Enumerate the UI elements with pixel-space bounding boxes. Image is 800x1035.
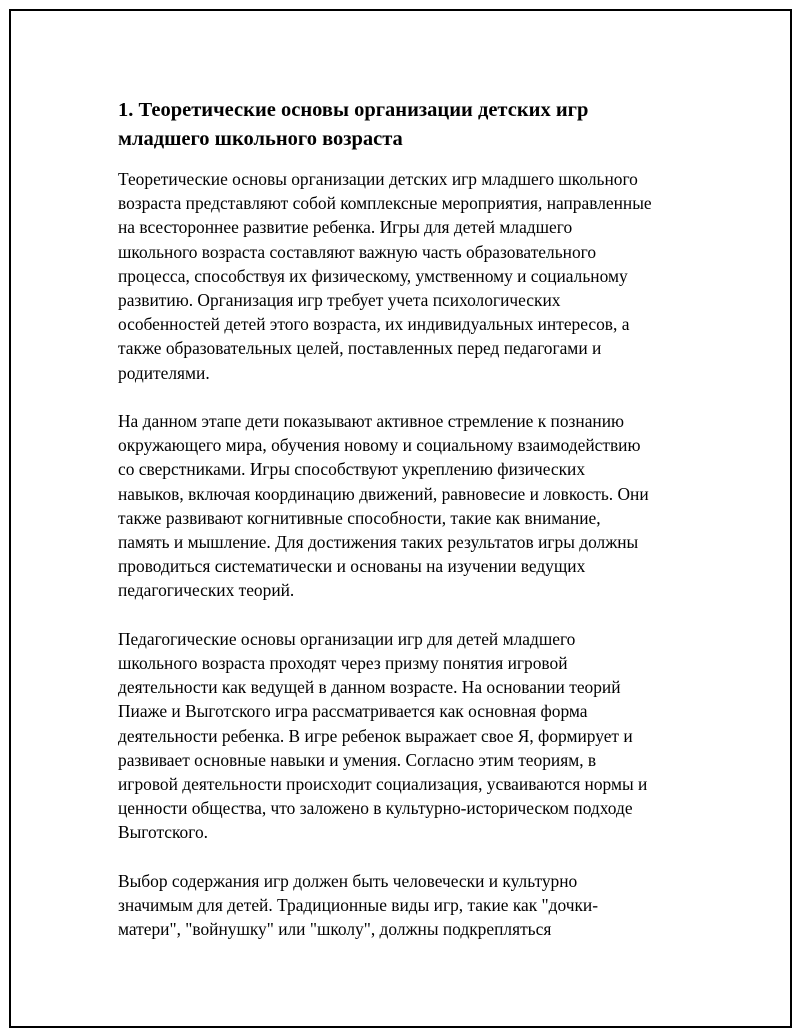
paragraph-4 xyxy=(118,869,692,942)
text-line: развитию. Организация игр требует учета психологических xyxy=(118,290,561,311)
text-line: также развивают когнитивные способности, такие как внимание, xyxy=(118,507,601,528)
text-line: деятельности как ведущей в данном возрасте. На основании теорий xyxy=(118,677,621,698)
paragraph-2 xyxy=(118,409,692,603)
text-line: окружающего мира, обучения новому и социальному взаимодействию xyxy=(118,435,641,456)
text-line: игровой деятельности происходит социализация, усваиваются нормы и xyxy=(118,774,648,795)
text-line: навыков, включая координацию движений, равновесие и ловкость. Они xyxy=(118,483,649,504)
text-line: со сверстниками. Игры способствуют укреплению физических xyxy=(118,459,586,480)
text-line: Выготского. xyxy=(118,822,208,843)
text-line: особенностей детей этого возраста, их индивидуальных интересов, а xyxy=(118,314,630,335)
text-line: Педагогические основы организации игр для детей младшего xyxy=(118,628,576,649)
text-line: Пиаже и Выготского игра рассматривается как основная форма xyxy=(118,701,588,722)
text-line: на всестороннее развитие ребенка. Игры для детей младшего xyxy=(118,217,573,238)
text-line: процесса, способствуя их физическому, умственному и социальному xyxy=(118,265,628,286)
document-body xyxy=(118,96,692,966)
text-line: матери", "войнушку" или "школу", должны подкрепляться xyxy=(118,919,552,940)
section-title-line: 1. Теоретические основы организации детских игр xyxy=(118,99,589,121)
text-line: возраста представляют собой комплексные мероприятия, направленные xyxy=(118,193,652,214)
section-title-line: младшего школьного возраста xyxy=(118,128,403,150)
text-line: Теоретические основы организации детских игр младшего школьного xyxy=(118,169,638,189)
text-line: память и мышление. Для достижения таких результатов игры должны xyxy=(118,532,639,553)
text-line: школьного возраста проходят через призму понятия игровой xyxy=(118,653,568,674)
text-line: также образовательных целей, поставленных перед педагогами и xyxy=(118,338,602,359)
text-line: деятельности ребенка. В игре ребенок выражает свое Я, формирует и xyxy=(118,725,633,746)
paragraph-3 xyxy=(118,627,692,845)
text-line: На данном этапе дети показывают активное стремление к познанию xyxy=(118,411,625,432)
text-line: проводиться систематически и основаны на изучении ведущих xyxy=(118,556,586,577)
text-line: родителями. xyxy=(118,362,210,383)
text-line: развивает основные навыки и умения. Согласно этим теориям, в xyxy=(118,749,597,770)
text-line: значимым для детей. Традиционные виды игр, такие как "дочки- xyxy=(118,895,599,916)
text-line: педагогических теорий. xyxy=(118,580,295,601)
text-line: ценности общества, что заложено в культурно-историческом подходе xyxy=(118,798,633,819)
paragraph-1 xyxy=(118,167,692,385)
section-title xyxy=(118,96,692,154)
text-line: Выбор содержания игр должен быть человечески и культурно xyxy=(118,870,578,891)
text-line: школьного возраста составляют важную часть образовательного xyxy=(118,241,597,262)
